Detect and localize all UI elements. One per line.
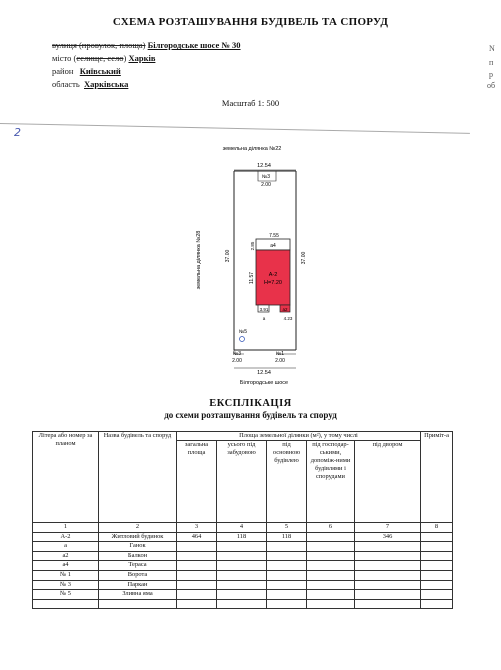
- table-cell-lit: а4: [33, 561, 99, 571]
- column-number: 8: [421, 523, 453, 533]
- table-cell-built: [217, 551, 267, 561]
- header-note: Приміт-а: [421, 432, 453, 523]
- table-cell-name: Балкон: [99, 551, 177, 561]
- column-number: 6: [307, 523, 355, 533]
- explication-subtitle: до схеми розташування будівель та споруд: [164, 410, 337, 420]
- plan-house-label: А-2: [268, 272, 278, 278]
- column-number: 4: [217, 523, 267, 533]
- table-cell-name: Паркан: [99, 580, 177, 590]
- plan-porch-side: 4.23: [283, 316, 293, 321]
- right-cut-text-2: п: [489, 58, 494, 67]
- plan-gate-top-dim: 2.00: [261, 182, 271, 188]
- explication-table: [32, 431, 453, 609]
- plan-terrace-dim: 7.55: [269, 233, 279, 239]
- table-cell-lit: [33, 599, 99, 609]
- city-label-suffix: ): [123, 53, 127, 63]
- table-cell-main: [267, 590, 307, 600]
- column-number: 7: [355, 523, 421, 533]
- header-yard: під двором: [355, 441, 421, 523]
- plan-house-height: H=7.20: [264, 280, 282, 286]
- table-row: [33, 542, 453, 552]
- table-cell-built: [217, 599, 267, 609]
- document-title: СХЕМА РОЗТАШУВАННЯ БУДІВЕЛЬ ТА СПОРУД: [112, 16, 389, 28]
- table-cell-lit: № 1: [33, 570, 99, 580]
- table-cell-built: [217, 561, 267, 571]
- table-cell-total: [177, 580, 217, 590]
- table-cell-total: [177, 590, 217, 600]
- table-cell-aux: [307, 580, 355, 590]
- right-cut-text-1: N: [489, 44, 495, 53]
- table-cell-lit: а2: [33, 551, 99, 561]
- city-label-prefix: місто (: [52, 53, 77, 63]
- district-value: Київський: [79, 66, 121, 76]
- table-cell-yard: [355, 590, 421, 600]
- scale-label: Масштаб 1: 500: [221, 98, 280, 108]
- table-cell-built: [217, 580, 267, 590]
- table-cell-lit: № 3: [33, 580, 99, 590]
- table-cell-aux: [307, 561, 355, 571]
- header-total: загальна площа: [177, 441, 217, 523]
- plan-terrace-label: а4: [270, 243, 276, 249]
- header-litera: Літера або номер за планом: [33, 432, 99, 523]
- plan-gate-br: №1: [275, 351, 285, 357]
- site-plan: [180, 140, 330, 392]
- plan-side-dim-left: 37.00: [225, 249, 231, 263]
- plan-pit-label: №5: [238, 329, 248, 335]
- table-cell-total: [177, 599, 217, 609]
- street-value: Білгородське шосе № 30: [147, 40, 241, 50]
- plan-top-width: 12.54: [257, 163, 271, 169]
- plan-gate-bl-dim: 2.00: [232, 358, 242, 364]
- table-cell-note: [421, 561, 453, 571]
- plan-house-side: 11.57: [249, 271, 255, 285]
- table-cell-built: 118: [217, 532, 267, 542]
- table-cell-total: 464: [177, 532, 217, 542]
- plan-porch-label: а: [262, 316, 266, 321]
- page-separator: [0, 123, 470, 134]
- table-cell-main: 118: [267, 532, 307, 542]
- right-cut-text-4: об: [487, 81, 496, 90]
- table-cell-yard: [355, 570, 421, 580]
- table-cell-yard: [355, 542, 421, 552]
- region-line: [52, 78, 128, 90]
- plan-porch-dim: 3.91: [259, 307, 269, 312]
- table-cell-built: [217, 570, 267, 580]
- table-cell-note: [421, 542, 453, 552]
- column-number: 2: [99, 523, 177, 533]
- table-cell-note: [421, 599, 453, 609]
- district-line: [52, 65, 121, 77]
- city-line: [52, 52, 155, 64]
- table-cell-aux: [307, 570, 355, 580]
- table-cell-aux: [307, 590, 355, 600]
- table-cell-note: [421, 570, 453, 580]
- table-cell-main: [267, 599, 307, 609]
- table-cell-total: [177, 570, 217, 580]
- table-cell-lit: № 5: [33, 590, 99, 600]
- right-cut-text-3: р: [489, 70, 493, 79]
- table-cell-total: [177, 542, 217, 552]
- header-main: під основною будівлею: [267, 441, 307, 523]
- header-built: усього під забудовою: [217, 441, 267, 523]
- table-cell-aux: [307, 599, 355, 609]
- table-cell-yard: [355, 551, 421, 561]
- table-cell-aux: [307, 542, 355, 552]
- explication-rows: [33, 532, 453, 609]
- plan-terrace-side: 2.85: [250, 241, 255, 251]
- table-row: [33, 551, 453, 561]
- table-cell-main: [267, 561, 307, 571]
- table-cell-note: [421, 551, 453, 561]
- table-cell-note: [421, 580, 453, 590]
- table-cell-name: Житловий будинок: [99, 532, 177, 542]
- table-cell-name: Зливна яма: [99, 590, 177, 600]
- region-label: область: [52, 79, 80, 89]
- table-cell-total: [177, 551, 217, 561]
- table-cell-yard: [355, 580, 421, 590]
- table-cell-yard: [355, 561, 421, 571]
- plan-pit-circle: [240, 337, 245, 342]
- table-row: [33, 590, 453, 600]
- table-cell-name: Ворота: [99, 570, 177, 580]
- street-label: вулиця (провулок, площа): [52, 40, 146, 50]
- plan-side-dim-right: 37.00: [301, 251, 307, 265]
- header-name: Назва будівель та споруд: [99, 432, 177, 523]
- table-cell-lit: А-2: [33, 532, 99, 542]
- table-row: [33, 532, 453, 542]
- plan-top-label: земельна ділянка №22: [222, 146, 282, 152]
- plan-gate-top: №3: [261, 174, 271, 180]
- table-cell-note: [421, 532, 453, 542]
- table-row: [33, 599, 453, 609]
- explication-title: ЕКСПЛІКАЦІЯ: [209, 398, 292, 409]
- table-cell-aux: [307, 551, 355, 561]
- table-cell-lit: а: [33, 542, 99, 552]
- plan-bottom-label: Білгородське шосе: [239, 380, 289, 386]
- plan-gate-br-dim: 2.00: [275, 358, 285, 364]
- plan-left-label: земельна ділянка №28: [196, 230, 202, 290]
- region-value: Харківська: [84, 79, 129, 89]
- column-number-row: [33, 523, 453, 533]
- table-cell-built: [217, 590, 267, 600]
- table-cell-name: Тераса: [99, 561, 177, 571]
- table-cell-name: [99, 599, 177, 609]
- street-line: [52, 39, 241, 51]
- table-cell-aux: [307, 532, 355, 542]
- plan-balcony-label: а2: [282, 307, 288, 312]
- table-cell-yard: 346: [355, 532, 421, 542]
- table-cell-name: Ганок: [99, 542, 177, 552]
- table-cell-note: [421, 590, 453, 600]
- header-area-group: Площа земельної ділянки (м²), у тому числі: [177, 432, 421, 441]
- table-row: [33, 580, 453, 590]
- column-number: 3: [177, 523, 217, 533]
- header-aux: під господар-ськими, допоміж-ними будівлями і спорудами: [307, 441, 355, 523]
- table-row: [33, 570, 453, 580]
- table-cell-main: [267, 570, 307, 580]
- table-row: [33, 561, 453, 571]
- table-cell-main: [267, 551, 307, 561]
- plan-bottom-width: 12.54: [257, 370, 271, 376]
- table-cell-main: [267, 542, 307, 552]
- table-cell-total: [177, 561, 217, 571]
- handwritten-mark: 2: [14, 126, 21, 139]
- city-value: Харків: [128, 53, 156, 63]
- table-cell-built: [217, 542, 267, 552]
- column-number: 1: [33, 523, 99, 533]
- city-label-strike: селище, село: [76, 53, 124, 63]
- plan-gate-bl: №3: [232, 351, 242, 357]
- table-cell-yard: [355, 599, 421, 609]
- column-number: 5: [267, 523, 307, 533]
- district-label: район: [52, 66, 74, 76]
- table-cell-main: [267, 580, 307, 590]
